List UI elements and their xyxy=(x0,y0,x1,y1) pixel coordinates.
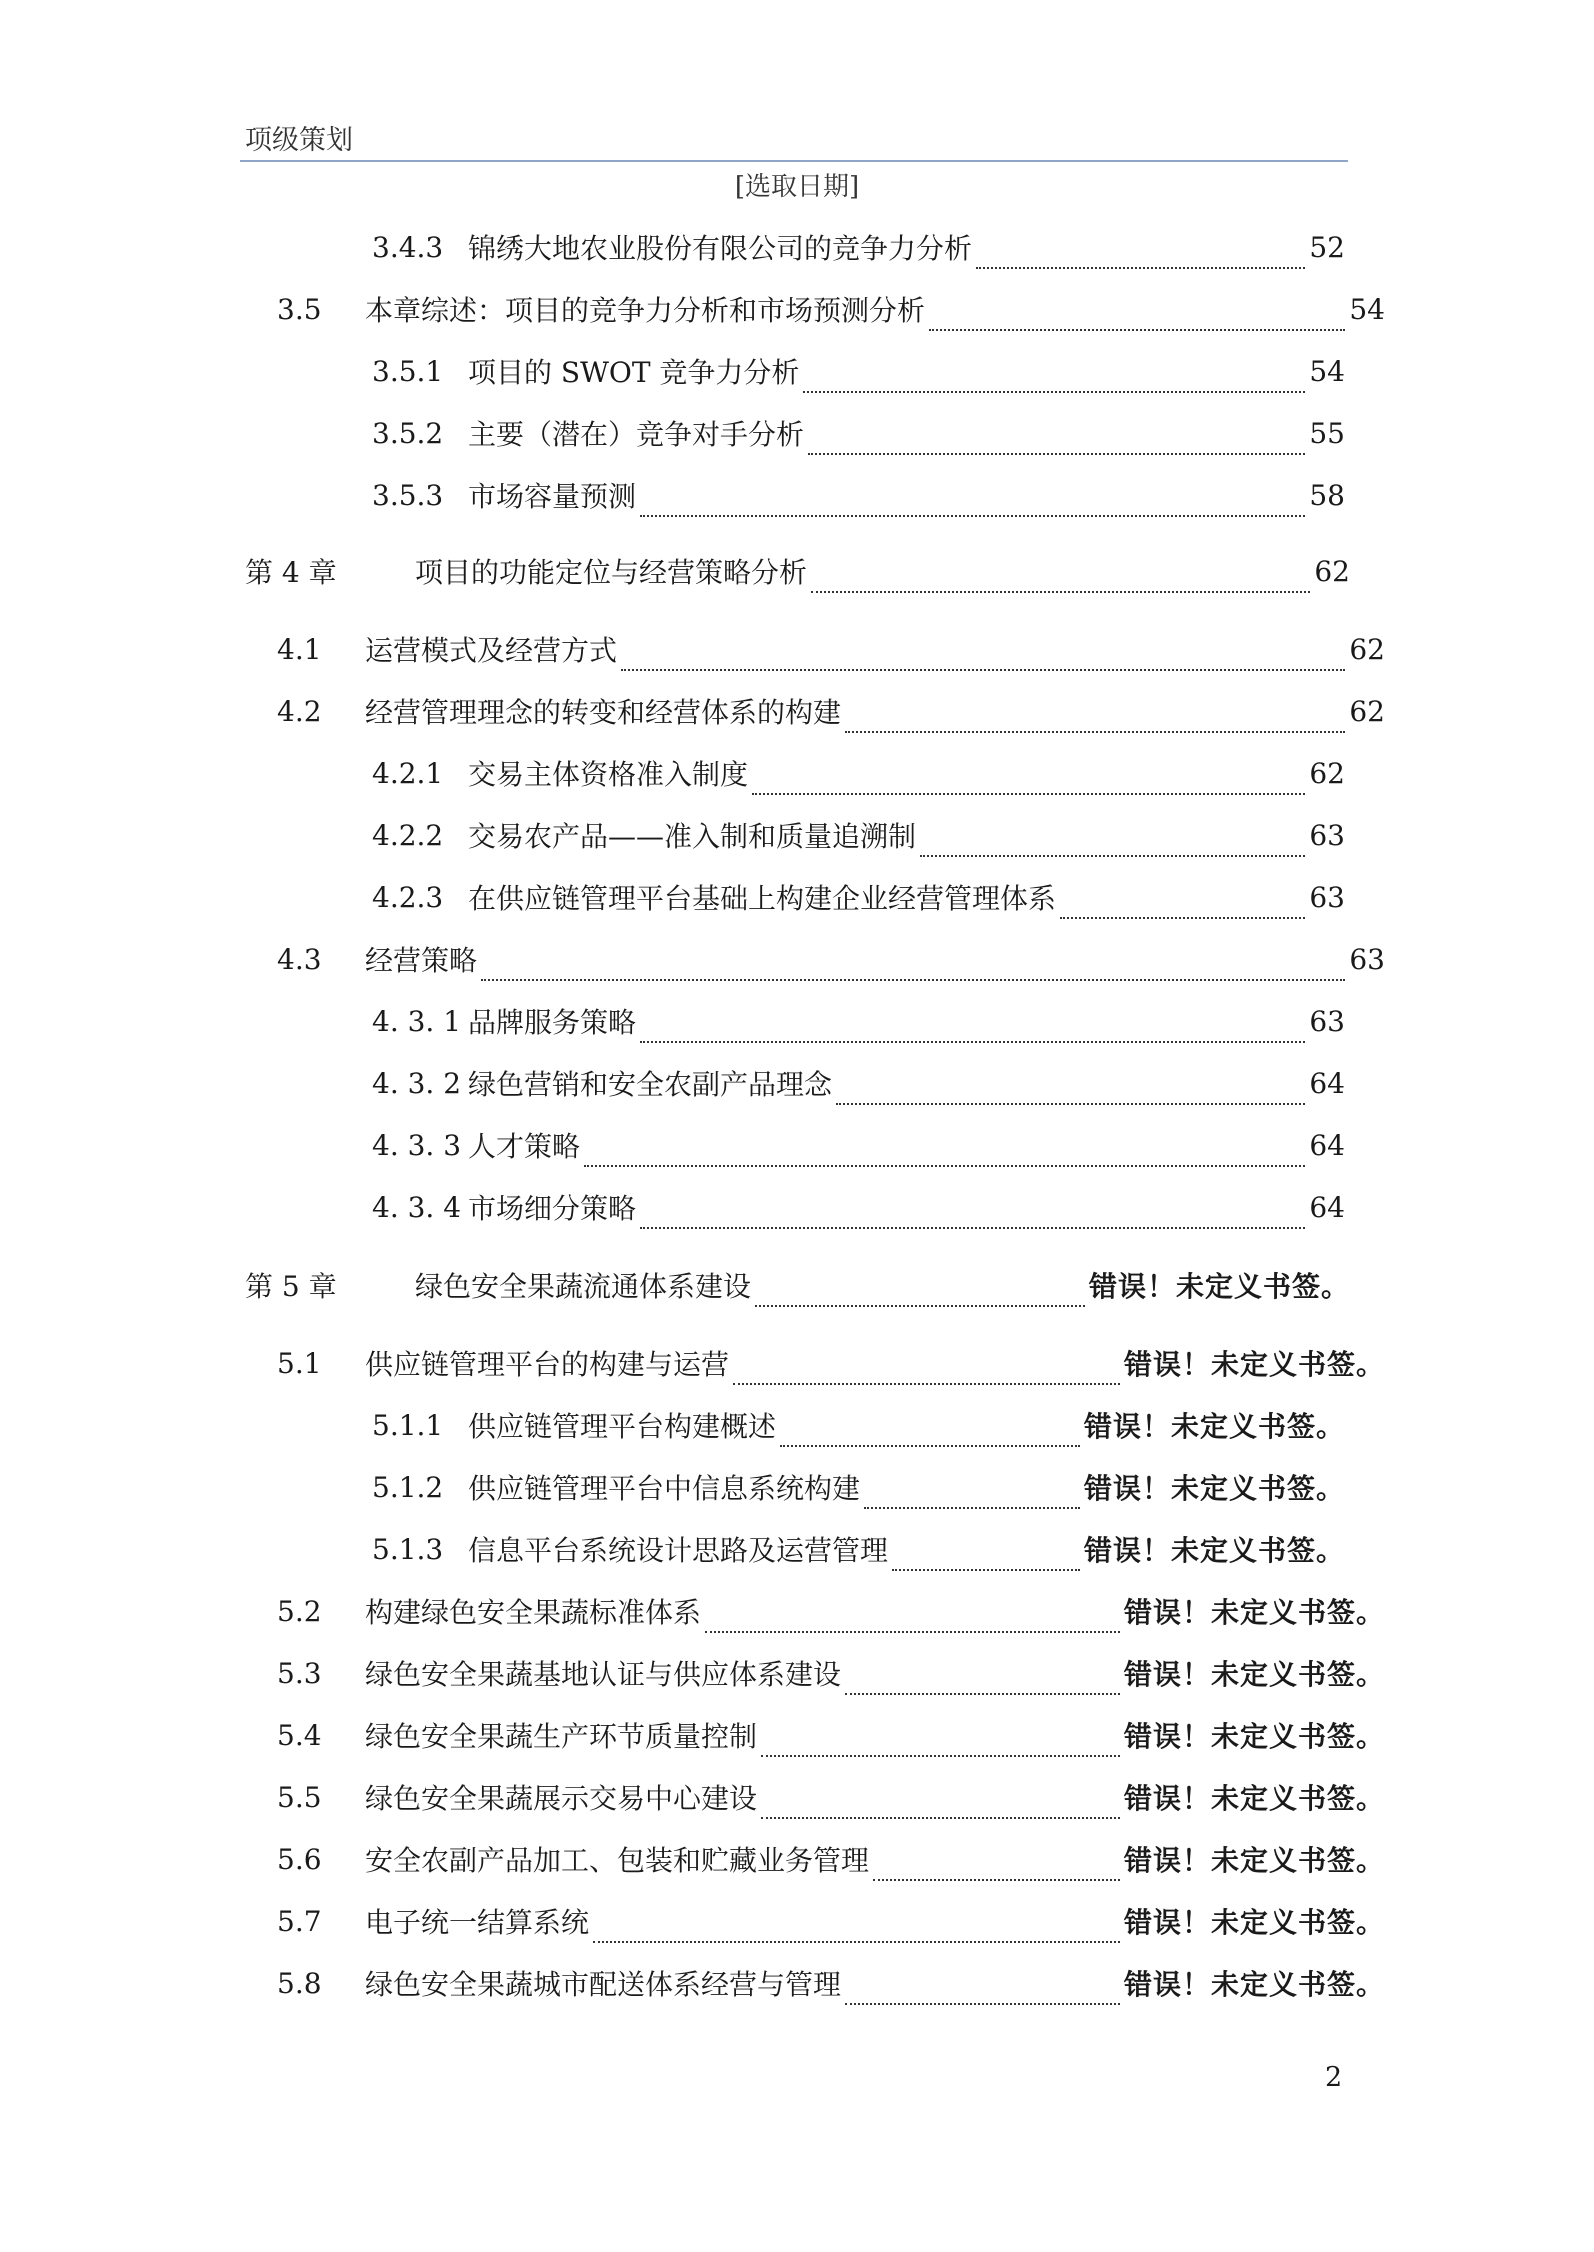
toc-entry-number: 3.5.1 xyxy=(372,354,444,388)
toc-entry-title: 供应链管理平台的构建与运营 xyxy=(365,1348,730,1381)
toc-dot-leader xyxy=(845,721,1345,733)
toc-entry[interactable] xyxy=(372,1123,1345,1167)
toc-entry-error: 错误！未定义书签。 xyxy=(1123,1720,1385,1753)
toc-entry-number: 5.6 xyxy=(277,1842,322,1876)
toc-entry-number: 5.3 xyxy=(277,1656,322,1690)
toc-entry[interactable] xyxy=(277,1899,1385,1943)
toc-entry-error: 错误！未定义书签。 xyxy=(1083,1534,1345,1567)
toc-entry[interactable] xyxy=(277,1775,1385,1819)
toc-entry-error: 错误！未定义书签。 xyxy=(1123,1348,1385,1381)
toc-entry[interactable] xyxy=(277,627,1385,671)
toc-entry-number: 4. 3. 1 xyxy=(372,1004,462,1038)
toc-entry-number: 4. 3. 2 xyxy=(372,1066,462,1100)
toc-entry-title: 绿色安全果蔬流通体系建设 xyxy=(415,1270,752,1303)
toc-dot-leader xyxy=(705,1621,1120,1633)
toc-dot-leader xyxy=(621,659,1345,671)
toc-entry-number: 4.2 xyxy=(277,694,322,728)
toc-entry-title: 绿色安全果蔬城市配送体系经营与管理 xyxy=(365,1968,842,2001)
toc-dot-leader xyxy=(752,783,1305,795)
toc-entry-number: 4.2.1 xyxy=(372,756,444,790)
header-date-placeholder: [选取日期] xyxy=(734,172,860,202)
toc-entry-number: 4.1 xyxy=(277,632,322,666)
toc-entry[interactable] xyxy=(277,937,1385,981)
toc-dot-leader xyxy=(761,1745,1120,1757)
toc-entry-number: 5.1.2 xyxy=(372,1470,444,1504)
toc-entry-page: 62 xyxy=(1349,632,1385,666)
toc-entry-title: 交易主体资格准入制度 xyxy=(468,758,749,791)
toc-entry[interactable] xyxy=(372,1185,1345,1229)
toc-entry-number: 3.5.2 xyxy=(372,416,444,450)
toc-dot-leader xyxy=(593,1931,1120,1943)
toc-entry[interactable] xyxy=(372,411,1345,455)
toc-entry-title: 市场细分策略 xyxy=(468,1192,637,1225)
toc-entry-title: 绿色营销和安全农副产品理念 xyxy=(468,1068,833,1101)
toc-entry-page: 54 xyxy=(1309,354,1345,388)
toc-entry-title: 绿色安全果蔬生产环节质量控制 xyxy=(365,1720,758,1753)
toc-entry-page: 54 xyxy=(1349,292,1385,326)
toc-entry[interactable] xyxy=(245,549,1350,593)
toc-dot-leader xyxy=(845,1683,1120,1695)
toc-dot-leader xyxy=(761,1807,1120,1819)
toc-dot-leader xyxy=(1060,907,1305,919)
toc-entry[interactable] xyxy=(277,1589,1385,1633)
toc-entry-page: 63 xyxy=(1309,818,1345,852)
toc-entry-error: 错误！未定义书签。 xyxy=(1123,1844,1385,1877)
toc-entry-title: 绿色安全果蔬基地认证与供应体系建设 xyxy=(365,1658,842,1691)
toc-entry-title: 主要（潜在）竞争对手分析 xyxy=(468,418,805,451)
toc-entry-title: 供应链管理平台中信息系统构建 xyxy=(468,1472,861,1505)
toc-entry-number: 3.5.3 xyxy=(372,478,444,512)
toc-entry-title: 电子统一结算系统 xyxy=(365,1906,590,1939)
toc-entry-title: 供应链管理平台构建概述 xyxy=(468,1410,777,1443)
toc-dot-leader xyxy=(873,1869,1120,1881)
toc-entry[interactable] xyxy=(277,287,1385,331)
toc-dot-leader xyxy=(808,443,1305,455)
toc-entry-title: 经营管理理念的转变和经营体系的构建 xyxy=(365,696,842,729)
toc-entry-title: 人才策略 xyxy=(468,1130,581,1163)
toc-entry-number: 5.1.3 xyxy=(372,1532,444,1566)
toc-dot-leader xyxy=(640,505,1305,517)
toc-entry-page: 55 xyxy=(1309,416,1345,450)
toc-entry-number: 5.2 xyxy=(277,1594,322,1628)
toc-entry[interactable] xyxy=(277,689,1385,733)
toc-entry-page: 62 xyxy=(1349,694,1385,728)
toc-entry-page: 63 xyxy=(1309,1004,1345,1038)
toc-entry-title: 品牌服务策略 xyxy=(468,1006,637,1039)
toc-entry-number: 4.2.2 xyxy=(372,818,444,852)
toc-entry-error: 错误！未定义书签。 xyxy=(1083,1472,1345,1505)
toc-entry-page: 62 xyxy=(1314,554,1350,588)
toc-entry-error: 错误！未定义书签。 xyxy=(1123,1968,1385,2001)
toc-entry-error: 错误！未定义书签。 xyxy=(1123,1596,1385,1629)
toc-entry-number: 4. 3. 4 xyxy=(372,1190,462,1224)
toc-entry-number: 4.3 xyxy=(277,942,322,976)
toc-entry-page: 64 xyxy=(1309,1190,1345,1224)
toc-entry[interactable] xyxy=(372,349,1345,393)
toc-entry[interactable] xyxy=(372,1527,1345,1571)
toc-entry-page: 63 xyxy=(1349,942,1385,976)
toc-entry-page: 58 xyxy=(1309,478,1345,512)
toc-entry[interactable] xyxy=(372,1403,1345,1447)
toc-dot-leader xyxy=(733,1373,1120,1385)
toc-dot-leader xyxy=(929,319,1345,331)
toc-entry-title: 锦绣大地农业股份有限公司的竞争力分析 xyxy=(468,232,973,265)
toc-entry-number: 第 4 章 xyxy=(245,556,337,589)
toc-entry[interactable] xyxy=(277,1651,1385,1695)
toc-entry-number: 第 5 章 xyxy=(245,1270,337,1303)
toc-entry-title: 运营模式及经营方式 xyxy=(365,634,618,667)
toc-entry-title: 交易农产品——准入制和质量追溯制 xyxy=(468,820,917,853)
toc-dot-leader xyxy=(864,1497,1080,1509)
toc-entry[interactable] xyxy=(277,1961,1385,2005)
toc-entry-title: 绿色安全果蔬展示交易中心建设 xyxy=(365,1782,758,1815)
toc-dot-leader xyxy=(836,1093,1305,1105)
toc-entry-page: 63 xyxy=(1309,880,1345,914)
header-title: 项级策划 xyxy=(245,125,353,156)
page-number: 2 xyxy=(1325,2062,1343,2093)
toc-entry-page: 64 xyxy=(1309,1128,1345,1162)
toc-entry-page: 52 xyxy=(1309,230,1345,264)
toc-dot-leader xyxy=(803,381,1305,393)
toc-entry-number: 4. 3. 3 xyxy=(372,1128,462,1162)
toc-entry-page: 62 xyxy=(1309,756,1345,790)
toc-dot-leader xyxy=(481,969,1345,981)
toc-entry[interactable] xyxy=(372,751,1345,795)
toc-dot-leader xyxy=(811,581,1310,593)
toc-entry-number: 5.5 xyxy=(277,1780,322,1814)
toc-entry[interactable] xyxy=(372,1465,1345,1509)
toc-entry-title: 信息平台系统设计思路及运营管理 xyxy=(468,1534,889,1567)
toc-entry-title: 项目的 SWOT 竞争力分析 xyxy=(468,356,800,389)
toc-entry-title: 市场容量预测 xyxy=(468,480,637,513)
toc-entry-error: 错误！未定义书签。 xyxy=(1083,1410,1345,1443)
toc-entry-title: 项目的功能定位与经营策略分析 xyxy=(415,556,808,589)
toc-entry[interactable] xyxy=(277,1837,1385,1881)
toc-entry-number: 5.8 xyxy=(277,1966,322,2000)
toc-entry[interactable] xyxy=(372,1061,1345,1105)
toc-entry-title: 本章综述：项目的竞争力分析和市场预测分析 xyxy=(365,294,926,327)
toc-entry[interactable] xyxy=(372,225,1345,269)
toc-entry-number: 3.5 xyxy=(277,292,322,326)
toc-entry[interactable] xyxy=(372,813,1345,857)
toc-entry[interactable] xyxy=(372,473,1345,517)
toc-dot-leader xyxy=(640,1031,1305,1043)
toc-dot-leader xyxy=(584,1155,1305,1167)
toc-dot-leader xyxy=(780,1435,1080,1447)
toc-entry-error: 错误！未定义书签。 xyxy=(1123,1906,1385,1939)
toc-entry-error: 错误！未定义书签。 xyxy=(1088,1270,1350,1303)
toc-entry-title: 构建绿色安全果蔬标准体系 xyxy=(365,1596,702,1629)
toc-entry-error: 错误！未定义书签。 xyxy=(1123,1658,1385,1691)
toc-dot-leader xyxy=(976,257,1305,269)
toc-entry-number: 5.4 xyxy=(277,1718,322,1752)
toc-dot-leader xyxy=(920,845,1305,857)
toc-entry[interactable] xyxy=(277,1341,1385,1385)
toc-entry-title: 经营策略 xyxy=(365,944,478,977)
toc-dot-leader xyxy=(892,1559,1080,1571)
toc-entry[interactable] xyxy=(372,875,1345,919)
toc-entry[interactable] xyxy=(245,1263,1350,1307)
toc-entry-number: 5.1 xyxy=(277,1346,322,1380)
toc-entry[interactable] xyxy=(277,1713,1385,1757)
toc-entry-number: 4.2.3 xyxy=(372,880,444,914)
toc-entry[interactable] xyxy=(372,999,1345,1043)
toc-entry-page: 64 xyxy=(1309,1066,1345,1100)
toc-dot-leader xyxy=(640,1217,1305,1229)
toc-dot-leader xyxy=(845,1993,1120,2005)
toc-entry-error: 错误！未定义书签。 xyxy=(1123,1782,1385,1815)
toc-entry-number: 5.1.1 xyxy=(372,1408,444,1442)
toc-dot-leader xyxy=(755,1295,1085,1307)
toc-entry-title: 在供应链管理平台基础上构建企业经营管理体系 xyxy=(468,882,1057,915)
toc-entry-title: 安全农副产品加工、包装和贮藏业务管理 xyxy=(365,1844,870,1877)
toc-entry-number: 5.7 xyxy=(277,1904,322,1938)
toc-entry-number: 3.4.3 xyxy=(372,230,444,264)
